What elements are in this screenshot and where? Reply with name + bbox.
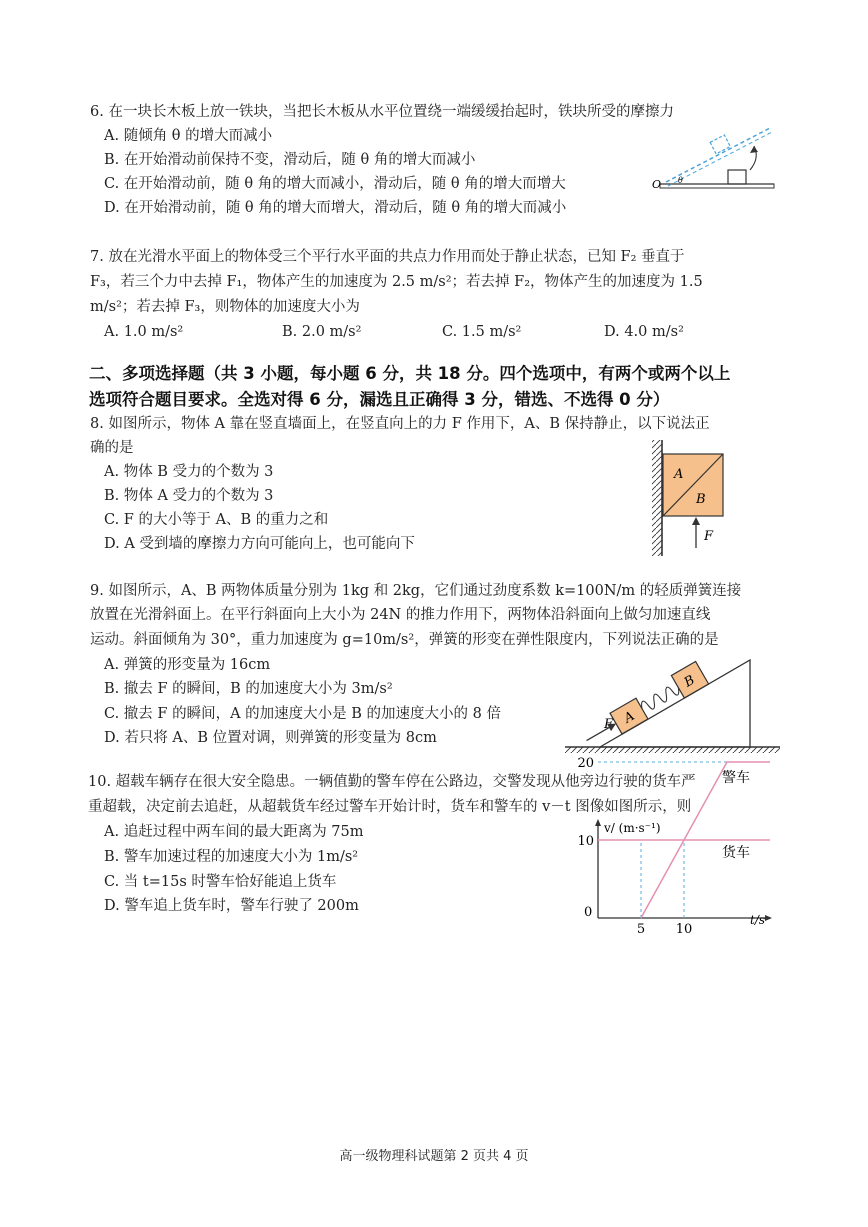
y-axis-label: v/ (m·s⁻¹) — [604, 821, 661, 835]
q7-option-c: C. 1.5 m/s² — [442, 324, 522, 340]
q6-option-b: B. 在开始滑动前保持不变，滑动后，随 θ 角的增大而减小 — [104, 152, 476, 168]
q10-stem-line1: 10. 超载车辆存在很大安全隐患。一辆值勤的警车停在公路边，交警发现从他旁边行驶的货车严 — [88, 774, 696, 790]
q10-option-d: D. 警车追上货车时，警车行驶了 200m — [104, 898, 359, 914]
section-2-heading-line2: 选项符合题目要求。全选对得 6 分，漏选且正确得 3 分，错选、不选得 0 分） — [89, 390, 670, 409]
q6-pivot-label: O — [652, 178, 662, 191]
q8-option-a: A. 物体 B 受力的个数为 3 — [104, 464, 274, 480]
q8-wall-blocks-figure — [650, 438, 740, 558]
q7-option-b: B. 2.0 m/s² — [282, 324, 362, 340]
q8-stem-line1: 8. 如图所示，物体 A 靠在竖直墙面上，在竖直向上的力 F 作用下，A、B 保持静止，以下说法正 — [90, 416, 710, 432]
q6-option-a: A. 随倾角 θ 的增大而减小 — [104, 128, 273, 144]
q8-option-b: B. 物体 A 受力的个数为 3 — [104, 488, 274, 504]
q9-option-b: B. 撤去 F 的瞬间，B 的加速度大小为 3m/s² — [104, 681, 393, 697]
q6-incline-figure — [648, 118, 778, 196]
q9-label-f: F — [604, 717, 614, 732]
iron-block-flat — [728, 170, 746, 184]
y-tick-label-10: 10 — [577, 834, 594, 849]
q9-label-b: B — [681, 672, 698, 691]
q8-stem-line2: 确的是 — [90, 440, 134, 456]
section-2-heading-line1: 二、多项选择题（共 3 小题，每小题 6 分，共 18 分。四个选项中，有两个或两个以上 — [89, 364, 731, 383]
q9-stem-line2: 放置在光滑斜面上。在平行斜面向上大小为 24N 的推力作用下，两物体沿斜面向上做匀加速直线 — [90, 607, 711, 623]
x-axis-arrowhead — [765, 915, 772, 921]
y-tick-label-20: 20 — [577, 756, 594, 771]
q9-option-d: D. 若只将 A、B 位置对调，则弹簧的形变量为 8cm — [104, 730, 437, 746]
q10-stem-line2: 重超载，决定前去追赶，从超载货车经过警车开始计时，货车和警车的 v－t 图像如图所示，则 — [88, 799, 692, 815]
raised-board — [666, 128, 770, 182]
spring — [639, 682, 681, 713]
y-axis-arrowhead — [595, 819, 601, 826]
q8-option-c: C. F 的大小等于 A、B 的重力之和 — [104, 512, 329, 528]
q8-option-d: D. A 受到墙的摩擦力方向可能向上，也可能向下 — [104, 536, 415, 552]
q8-label-b: B — [696, 492, 706, 507]
q10-option-c: C. 当 t=15s 时警车恰好能追上货车 — [104, 874, 337, 890]
x-tick-label-10: 10 — [675, 922, 693, 937]
series-label-0: 警车 — [722, 770, 750, 786]
q7-stem-line1: 7. 放在光滑水平面上的物体受三个平行水平面的共点力作用而处于静止状态，已知 F₂ 垂直于 — [90, 249, 685, 265]
origin-label: 0 — [584, 905, 593, 920]
series-label-1: 货车 — [722, 845, 750, 861]
x-axis-label: t/s — [750, 913, 766, 927]
q6-option-d: D. 在开始滑动前，随 θ 角的增大而增大，滑动后，随 θ 角的增大而减小 — [104, 200, 567, 216]
q10-vt-chart — [577, 756, 778, 937]
q6-option-c: C. 在开始滑动前，随 θ 角的增大而减小，滑动后，随 θ 角的增大而增大 — [104, 176, 566, 192]
q6-angle-label: θ — [678, 176, 683, 185]
page-footer: 高一级物理科试题第 2 页共 4 页 — [339, 1149, 529, 1164]
q8-label-f: F — [704, 529, 714, 544]
q9-label-a: A — [621, 708, 638, 727]
q9-stem-line1: 9. 如图所示，A、B 两物体质量分别为 1kg 和 2kg，它们通过劲度系数 k=100N/m 的轻质弹簧连接 — [90, 583, 742, 599]
q7-option-a: A. 1.0 m/s² — [104, 324, 184, 340]
force-f-arrowhead — [692, 517, 700, 525]
iron-block-raised — [710, 135, 730, 154]
q9-stem-line3: 运动。斜面倾角为 30°，重力加速度为 g=10m/s²，弹簧的形变在弹性限度内，下列说法正确的是 — [90, 632, 719, 648]
wall-hatching — [652, 440, 662, 556]
raised-board-edge — [668, 132, 772, 186]
q10-option-b: B. 警车加速过程的加速度大小为 1m/s² — [104, 849, 359, 865]
q9-option-a: A. 弹簧的形变量为 16cm — [104, 657, 271, 673]
q7-stem-line3: m/s²；若去掉 F₃，则物体的加速度大小为 — [90, 299, 360, 315]
ground-hatching — [565, 747, 780, 753]
q10-option-a: A. 追赶过程中两车间的最大距离为 75m — [104, 824, 364, 840]
q7-option-d: D. 4.0 m/s² — [604, 324, 684, 340]
q7-stem-line2: F₃，若三个力中去掉 F₁，物体产生的加速度为 2.5 m/s²；若去掉 F₂，物体产生的加速度为 1.5 — [90, 274, 703, 290]
q6-stem: 6. 在一块长木板上放一铁块，当把长木板从水平位置绕一端缓缓抬起时，铁块所受的摩擦力 — [90, 104, 674, 120]
q8-label-a: A — [674, 467, 684, 482]
q9-option-c: C. 撤去 F 的瞬间，A 的加速度大小是 B 的加速度大小的 8 倍 — [104, 706, 501, 722]
x-tick-label-5: 5 — [636, 922, 646, 937]
rotation-arrowhead — [750, 146, 758, 153]
q9-incline-spring-figure — [560, 656, 785, 754]
